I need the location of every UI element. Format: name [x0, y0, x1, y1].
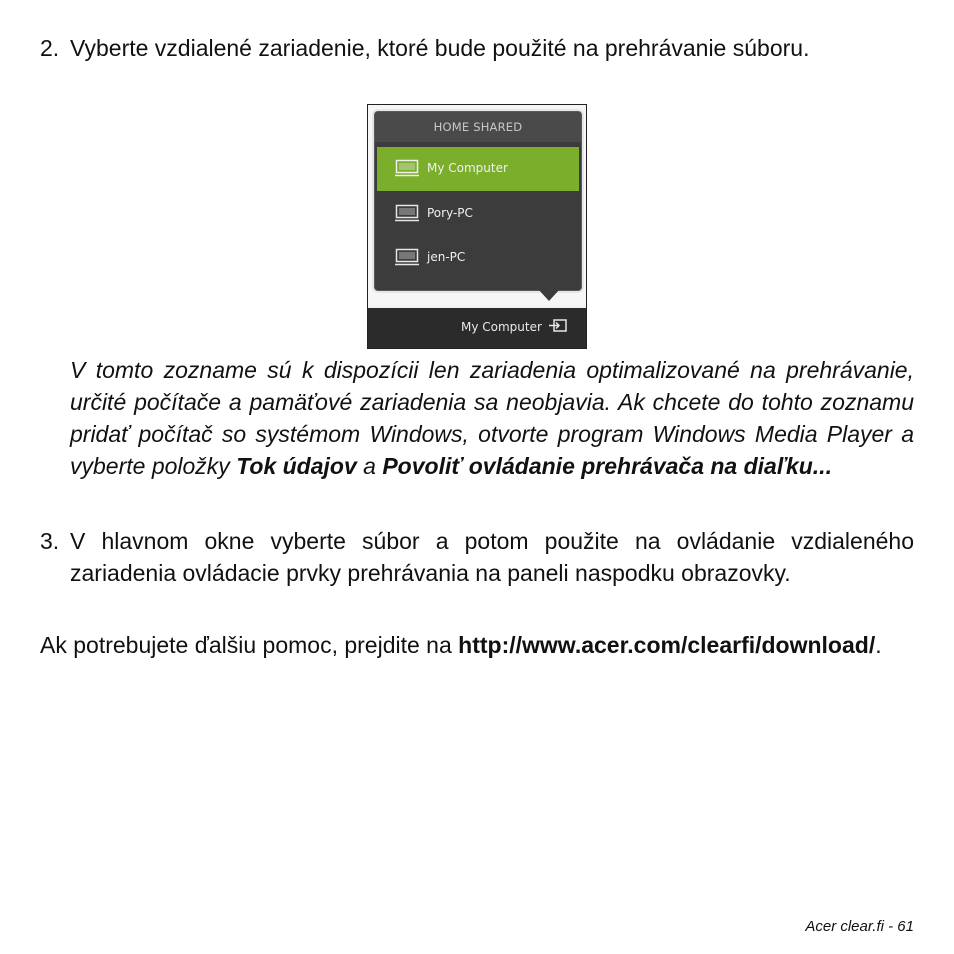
current-device-label[interactable]: My Computer: [461, 320, 542, 334]
list-item-3: [40, 525, 914, 589]
monitor-icon: [395, 248, 419, 266]
device-item-my-computer[interactable]: [377, 147, 579, 191]
device-label: Pory-PC: [427, 206, 473, 220]
list-item-2: [40, 32, 914, 64]
device-item-pory-pc[interactable]: [377, 192, 579, 236]
list-item-text: Vyberte vzdialené zariadenie, ktoré bude použité na prehrávanie súboru.: [70, 35, 810, 61]
note-text-mid: a: [356, 453, 383, 479]
popup-header: HOME SHARED: [375, 112, 581, 142]
list-number: 2.: [40, 35, 60, 61]
note-paragraph: [70, 354, 914, 482]
menu-term-stream: Tok údajov: [236, 453, 357, 479]
monitor-icon: [395, 159, 419, 177]
page-footer: Acer clear.fi - 61: [805, 918, 914, 935]
help-text-end: .: [875, 632, 882, 658]
help-link[interactable]: http://www.acer.com/clearfi/download/: [458, 632, 876, 658]
device-popup: [374, 111, 582, 291]
monitor-icon: [395, 204, 419, 222]
list-item-text: V hlavnom okne vyberte súbor a potom použite na ovládanie vzdialeného zariadenia ovládacie prvky prehrávania na paneli naspodku obrazovky.: [70, 528, 914, 586]
play-to-icon[interactable]: [549, 319, 567, 333]
menu-term-remote-control: Povoliť ovládanie prehrávača na diaľku...: [382, 453, 832, 479]
help-text: Ak potrebujete ďalšiu pomoc, prejdite na: [40, 632, 459, 658]
list-number: 3.: [40, 528, 60, 554]
device-item-jen-pc[interactable]: [377, 236, 579, 280]
note-text: V tomto zozname sú k dispozícii len zariadenia optimalizované na prehrávanie, určité počítače a pamäťové zariadenia sa neobjavia. Ak chcete do tohto zoznamu pridať počítač so systémom Windows, otvorte program Windows Media Player a vyberte položky: [70, 357, 914, 479]
device-picker-screenshot: [367, 104, 587, 349]
device-label: jen-PC: [427, 250, 466, 264]
help-paragraph: [40, 629, 914, 661]
popup-pointer: [538, 289, 560, 301]
device-label: My Computer: [427, 161, 508, 175]
